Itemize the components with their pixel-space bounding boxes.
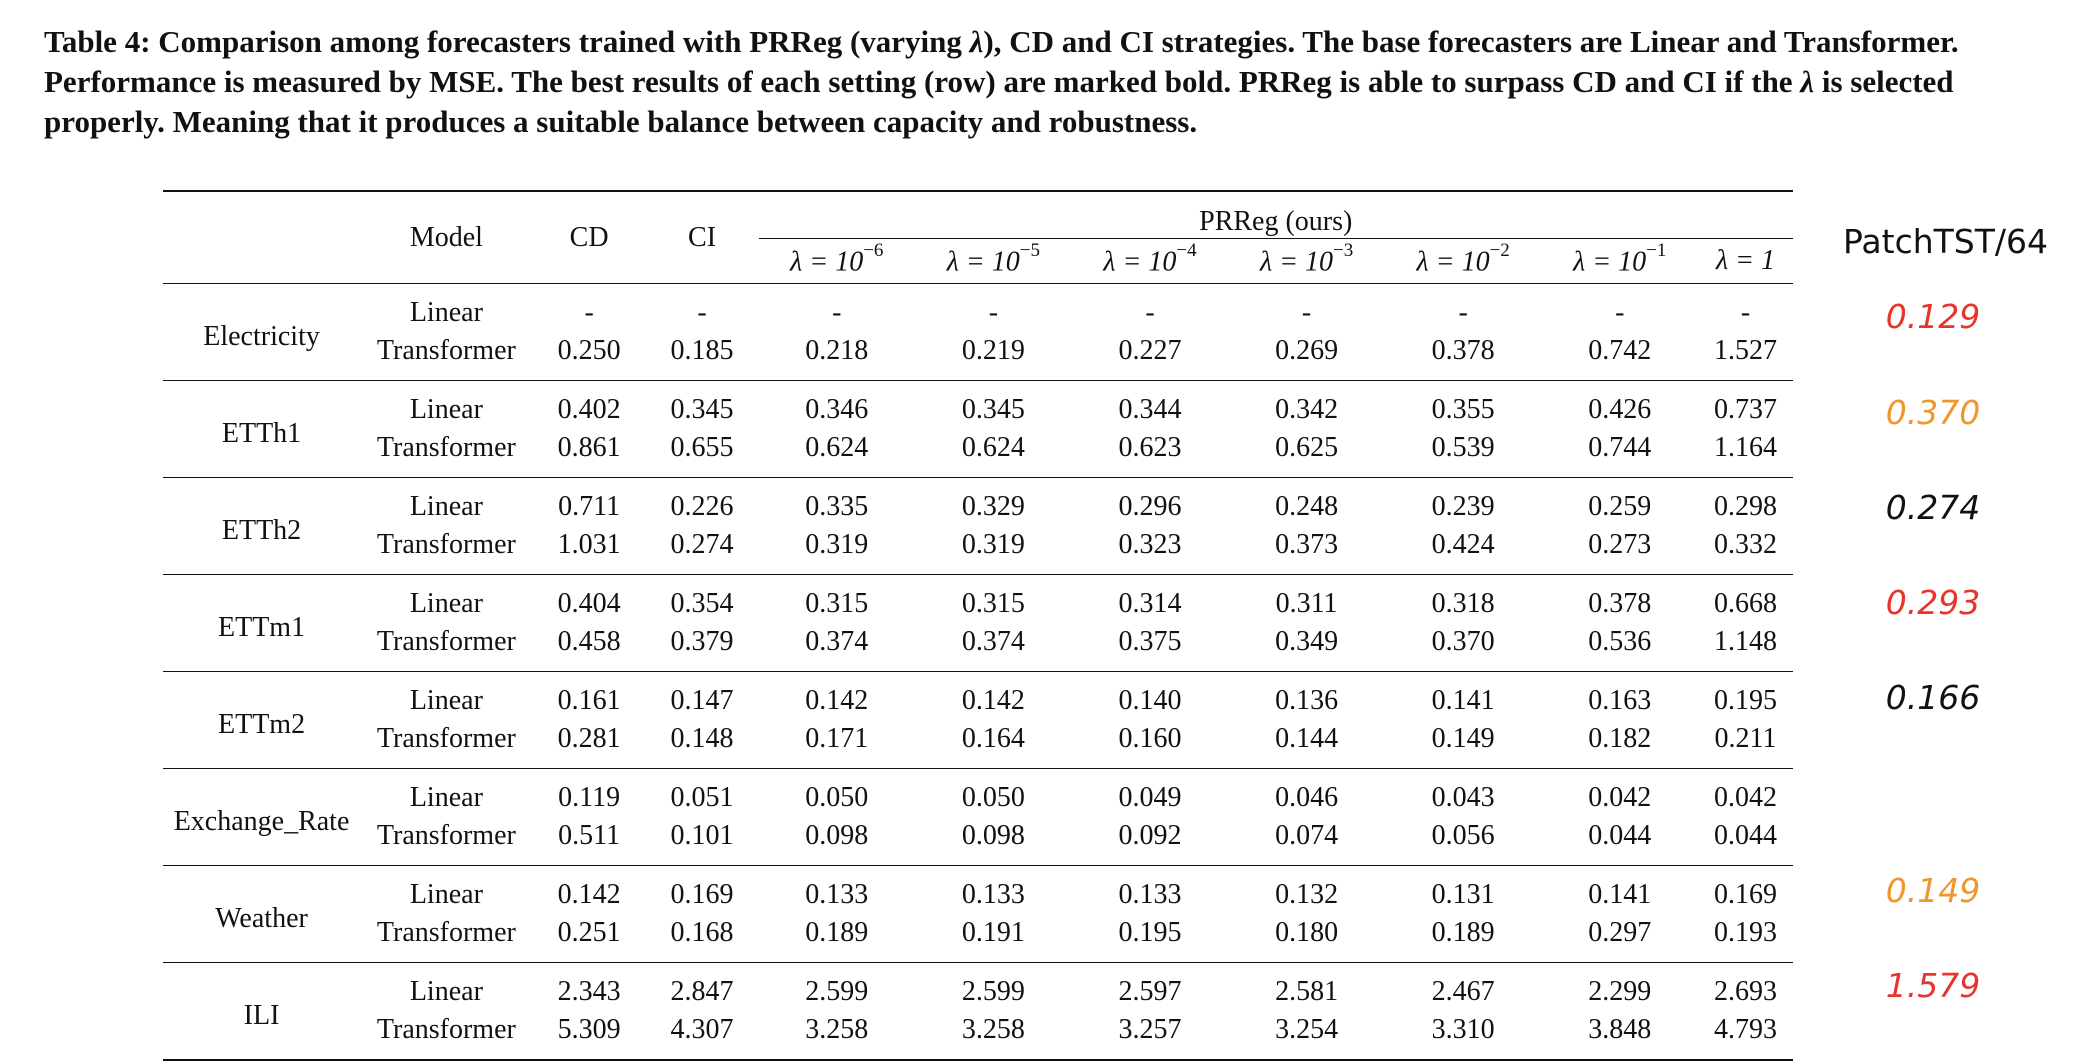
- patchtst-value: 0.274: [1885, 488, 1981, 527]
- model-cell: Transformer: [376, 335, 516, 366]
- table-row: [163, 623, 1793, 672]
- model-cell: Linear: [360, 769, 533, 818]
- value-cell: 0.281: [557, 723, 621, 754]
- table-caption: [44, 22, 2024, 142]
- value-cell: 0.144: [1275, 723, 1339, 754]
- value-cell: 0.861: [557, 432, 621, 463]
- lambda-exponent: −6: [863, 239, 884, 261]
- value-cell: 0.147: [646, 672, 759, 721]
- value-cell: 0.074: [1275, 820, 1339, 851]
- value-cell: 0.171: [805, 723, 869, 754]
- lambda-exponent: −4: [1176, 239, 1197, 261]
- value-cell: 0.335: [759, 478, 916, 527]
- value-cell: 3.258: [915, 1011, 1072, 1060]
- value-cell: 0.374: [805, 626, 869, 657]
- model-cell: Transformer: [376, 529, 516, 560]
- value-cell: 0.274: [670, 529, 734, 560]
- value-cell: 0.050: [759, 769, 916, 818]
- value-cell: 0.140: [1072, 672, 1229, 721]
- value-cell: 0.131: [1385, 866, 1542, 915]
- table-row: [163, 914, 1793, 963]
- value-cell: -: [759, 284, 916, 333]
- model-cell: Linear: [360, 381, 533, 430]
- header-lambda-2: [1072, 239, 1229, 284]
- header-lambda-4: [1385, 239, 1542, 284]
- value-cell: 0.251: [557, 917, 621, 948]
- value-cell: 2.693: [1698, 963, 1793, 1012]
- value-cell: 0.349: [1275, 626, 1339, 657]
- value-cell: 0.402: [533, 381, 646, 430]
- dataset-cell: ILI: [163, 963, 360, 1061]
- value-cell: 2.299: [1541, 963, 1698, 1012]
- value-cell: 0.098: [961, 820, 1025, 851]
- lambda-base: λ = 1: [1716, 245, 1776, 276]
- value-cell: 0.250: [557, 335, 621, 366]
- value-cell: 3.257: [1072, 1011, 1229, 1060]
- header-lambda-5: [1541, 239, 1698, 284]
- model-cell: Transformer: [376, 432, 516, 463]
- header-model: Model: [360, 191, 533, 284]
- caption-lambda-1: λ: [969, 24, 984, 59]
- value-cell: 0.132: [1228, 866, 1385, 915]
- value-cell: 0.141: [1385, 672, 1542, 721]
- value-cell: -: [1228, 284, 1385, 333]
- value-cell: 0.624: [961, 432, 1025, 463]
- value-cell: 0.344: [1072, 381, 1229, 430]
- dataset-cell: Electricity: [163, 284, 360, 381]
- value-cell: 0.315: [759, 575, 916, 624]
- dataset-cell: ETTh2: [163, 478, 360, 575]
- table-row: [163, 284, 1793, 333]
- value-cell: 0.142: [759, 672, 916, 721]
- value-cell: 0.098: [805, 820, 869, 851]
- lambda-exponent: −5: [1019, 239, 1041, 261]
- value-cell: 0.318: [1385, 575, 1542, 624]
- dataset-cell: Weather: [163, 866, 360, 963]
- lambda-base: λ = 10: [1103, 246, 1177, 278]
- value-cell: 0.142: [533, 866, 646, 915]
- value-cell: 0.133: [915, 866, 1072, 915]
- caption-lambda-2: λ: [1800, 64, 1815, 99]
- dataset-cell: ETTm2: [163, 672, 360, 769]
- value-cell: 0.536: [1588, 626, 1652, 657]
- value-cell: 0.345: [915, 381, 1072, 430]
- patchtst-value: 0.293: [1885, 583, 1981, 622]
- caption-text-3: is selected properly. Meaning that it produces a suitable balance between capacity and robustness.: [44, 64, 1954, 139]
- header-dataset: [163, 191, 360, 284]
- value-cell: 0.142: [915, 672, 1072, 721]
- value-cell: 0.314: [1072, 575, 1229, 624]
- header-lambda-1: [915, 239, 1072, 284]
- value-cell: 0.051: [646, 769, 759, 818]
- value-cell: 0.101: [670, 820, 734, 851]
- value-cell: 0.046: [1228, 769, 1385, 818]
- value-cell: 0.623: [1118, 432, 1182, 463]
- caption-label: Table 4:: [44, 24, 151, 59]
- value-cell: 0.370: [1431, 626, 1495, 657]
- header-lambda-6: [1698, 239, 1793, 284]
- value-cell: -: [915, 284, 1072, 333]
- value-cell: 0.342: [1228, 381, 1385, 430]
- value-cell: 0.737: [1698, 381, 1793, 430]
- value-cell: 0.373: [1275, 529, 1339, 560]
- header-ci: CI: [646, 191, 759, 284]
- value-cell: 0.044: [1714, 820, 1778, 851]
- header-lambda-3: [1228, 239, 1385, 284]
- value-cell: 0.319: [961, 529, 1025, 560]
- patchtst-header: PatchTST/64: [1843, 222, 2049, 261]
- header-cd: CD: [533, 191, 646, 284]
- value-cell: 0.042: [1541, 769, 1698, 818]
- table-body: [163, 284, 1793, 1061]
- value-cell: 0.248: [1228, 478, 1385, 527]
- model-cell: Linear: [360, 866, 533, 915]
- model-cell: Transformer: [376, 626, 516, 657]
- model-cell: Transformer: [376, 917, 516, 948]
- value-cell: 0.426: [1541, 381, 1698, 430]
- results-table: [163, 190, 1793, 1061]
- caption-text-1: Comparison among forecasters trained with PRReg (varying: [150, 24, 970, 59]
- value-cell: 0.744: [1588, 432, 1652, 463]
- value-cell: 2.467: [1385, 963, 1542, 1012]
- value-cell: 0.329: [915, 478, 1072, 527]
- value-cell: 0.297: [1588, 917, 1652, 948]
- value-cell: 0.323: [1118, 529, 1182, 560]
- value-cell: 2.343: [533, 963, 646, 1012]
- value-cell: 0.259: [1541, 478, 1698, 527]
- model-cell: Linear: [360, 672, 533, 721]
- value-cell: 0.141: [1541, 866, 1698, 915]
- lambda-base: λ = 10: [790, 246, 864, 278]
- value-cell: 0.668: [1698, 575, 1793, 624]
- value-cell: 0.160: [1118, 723, 1182, 754]
- patchtst-value: 0.129: [1885, 297, 1981, 336]
- model-cell: Linear: [360, 284, 533, 333]
- value-cell: 0.296: [1072, 478, 1229, 527]
- value-cell: 0.164: [961, 723, 1025, 754]
- value-cell: 0.191: [961, 917, 1025, 948]
- value-cell: 0.189: [1431, 917, 1495, 948]
- value-cell: 1.164: [1714, 432, 1778, 463]
- patchtst-value: 0.370: [1885, 393, 1981, 432]
- value-cell: 4.793: [1698, 1011, 1793, 1060]
- dataset-cell: ETTh1: [163, 381, 360, 478]
- value-cell: 0.458: [557, 626, 621, 657]
- value-cell: 0.624: [805, 432, 869, 463]
- value-cell: 0.355: [1385, 381, 1542, 430]
- value-cell: 0.346: [759, 381, 916, 430]
- value-cell: 0.149: [1431, 723, 1495, 754]
- value-cell: -: [1072, 284, 1229, 333]
- table-row: [163, 672, 1793, 721]
- value-cell: 0.182: [1588, 723, 1652, 754]
- value-cell: 0.332: [1714, 529, 1778, 560]
- patchtst-value: 0.149: [1885, 871, 1981, 910]
- value-cell: 5.309: [533, 1011, 646, 1060]
- table-row: [163, 817, 1793, 866]
- lambda-exponent: −1: [1646, 239, 1667, 261]
- table-row: [163, 866, 1793, 915]
- value-cell: 0.378: [1541, 575, 1698, 624]
- table-row: [163, 526, 1793, 575]
- value-cell: 1.527: [1714, 335, 1778, 366]
- header-prreg: PRReg (ours): [759, 191, 1794, 239]
- value-cell: 0.378: [1431, 335, 1495, 366]
- table-row: [163, 332, 1793, 381]
- dataset-cell: Exchange_Rate: [163, 769, 360, 866]
- lambda-base: λ = 10: [1573, 246, 1647, 278]
- value-cell: 0.345: [646, 381, 759, 430]
- value-cell: 0.511: [558, 820, 621, 851]
- value-cell: 0.049: [1072, 769, 1229, 818]
- value-cell: 0.539: [1431, 432, 1495, 463]
- value-cell: 0.269: [1275, 335, 1339, 366]
- value-cell: 0.136: [1228, 672, 1385, 721]
- table-row: [163, 769, 1793, 818]
- value-cell: 0.315: [915, 575, 1072, 624]
- value-cell: 0.424: [1431, 529, 1495, 560]
- lambda-base: λ = 10: [1259, 246, 1333, 278]
- value-cell: 3.258: [759, 1011, 916, 1060]
- value-cell: 0.375: [1118, 626, 1182, 657]
- value-cell: 2.597: [1072, 963, 1229, 1012]
- value-cell: 3.254: [1228, 1011, 1385, 1060]
- value-cell: 0.239: [1385, 478, 1542, 527]
- header-row-1: [163, 191, 1793, 239]
- value-cell: 0.169: [1698, 866, 1793, 915]
- value-cell: 0.195: [1118, 917, 1182, 948]
- value-cell: 0.050: [915, 769, 1072, 818]
- caption-text-2: ), CD and CI strategies. The base forecasters are Linear and Transformer. Performance is measured by MSE. The best results of each setting (row) are marked bold. PRReg is able to surpass CD and CI if the: [44, 24, 1959, 99]
- model-cell: Transformer: [376, 820, 516, 851]
- value-cell: 0.169: [646, 866, 759, 915]
- value-cell: 0.056: [1431, 820, 1495, 851]
- value-cell: 0.044: [1588, 820, 1652, 851]
- value-cell: 3.848: [1541, 1011, 1698, 1060]
- model-cell: Linear: [360, 478, 533, 527]
- value-cell: 3.310: [1385, 1011, 1542, 1060]
- value-cell: 0.161: [533, 672, 646, 721]
- value-cell: 0.311: [1228, 575, 1385, 624]
- value-cell: 0.185: [670, 335, 734, 366]
- value-cell: 2.581: [1228, 963, 1385, 1012]
- value-cell: 0.189: [805, 917, 869, 948]
- lambda-base: λ = 10: [946, 246, 1020, 278]
- table-row: [163, 429, 1793, 478]
- value-cell: 0.211: [1714, 723, 1777, 754]
- value-cell: -: [1541, 284, 1698, 333]
- value-cell: 0.374: [961, 626, 1025, 657]
- value-cell: -: [533, 284, 646, 333]
- value-cell: -: [646, 284, 759, 333]
- value-cell: 0.354: [646, 575, 759, 624]
- table-row: [163, 963, 1793, 1012]
- value-cell: 2.599: [915, 963, 1072, 1012]
- value-cell: 1.148: [1714, 626, 1778, 657]
- value-cell: 0.742: [1588, 335, 1652, 366]
- value-cell: 1.031: [557, 529, 621, 560]
- model-cell: Transformer: [376, 723, 516, 754]
- value-cell: 0.148: [670, 723, 734, 754]
- model-cell: Linear: [360, 963, 533, 1012]
- value-cell: 0.298: [1698, 478, 1793, 527]
- patchtst-value: 0.166: [1885, 678, 1981, 717]
- value-cell: 0.133: [759, 866, 916, 915]
- value-cell: 0.163: [1541, 672, 1698, 721]
- value-cell: 0.655: [670, 432, 734, 463]
- value-cell: 0.180: [1275, 917, 1339, 948]
- value-cell: 0.226: [646, 478, 759, 527]
- table-row: [163, 478, 1793, 527]
- lambda-exponent: −2: [1489, 239, 1510, 261]
- value-cell: 0.625: [1275, 432, 1339, 463]
- value-cell: 0.218: [805, 335, 869, 366]
- value-cell: 0.711: [533, 478, 646, 527]
- value-cell: 0.379: [670, 626, 734, 657]
- value-cell: -: [1698, 284, 1793, 333]
- lambda-base: λ = 10: [1416, 246, 1490, 278]
- value-cell: 0.092: [1118, 820, 1182, 851]
- model-cell: Linear: [360, 575, 533, 624]
- model-cell: Transformer: [360, 1011, 533, 1060]
- value-cell: 0.227: [1118, 335, 1182, 366]
- value-cell: 0.404: [533, 575, 646, 624]
- value-cell: 0.042: [1698, 769, 1793, 818]
- table-row: [163, 720, 1793, 769]
- table-row: [163, 381, 1793, 430]
- value-cell: 0.119: [533, 769, 646, 818]
- value-cell: 0.219: [961, 335, 1025, 366]
- value-cell: 0.168: [670, 917, 734, 948]
- value-cell: 2.599: [759, 963, 916, 1012]
- dataset-cell: ETTm1: [163, 575, 360, 672]
- value-cell: -: [1385, 284, 1542, 333]
- patchtst-value: 1.579: [1885, 966, 1981, 1005]
- value-cell: 0.195: [1698, 672, 1793, 721]
- value-cell: 4.307: [646, 1011, 759, 1060]
- value-cell: 0.193: [1714, 917, 1778, 948]
- value-cell: 2.847: [646, 963, 759, 1012]
- table-row: [163, 575, 1793, 624]
- value-cell: 0.319: [805, 529, 869, 560]
- value-cell: 0.273: [1588, 529, 1652, 560]
- value-cell: 0.133: [1072, 866, 1229, 915]
- table-row: [163, 1011, 1793, 1060]
- lambda-exponent: −3: [1332, 239, 1354, 261]
- header-lambda-0: [759, 239, 916, 284]
- value-cell: 0.043: [1385, 769, 1542, 818]
